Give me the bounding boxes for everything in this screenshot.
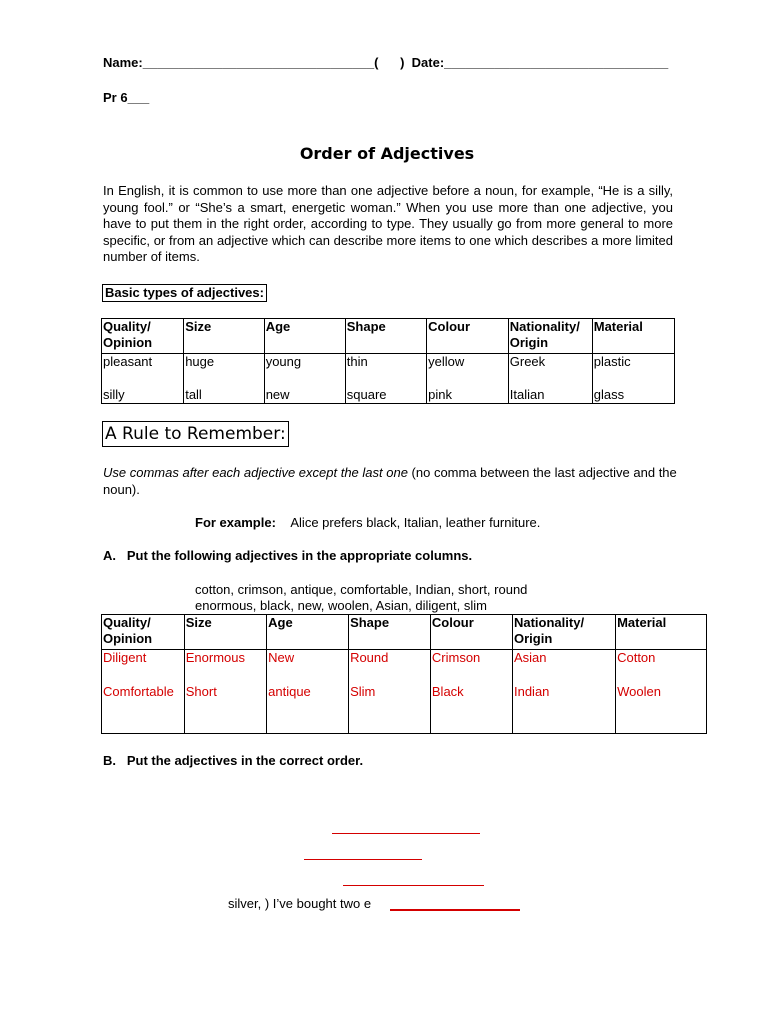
answer-cell[interactable]: Enormous Short (184, 650, 266, 734)
table-cell: pleasant silly (102, 354, 184, 404)
name-date-line: Name:________________________________( ) Date:_______________________________ (103, 55, 669, 70)
answer-cell[interactable]: Diligent Comfortable (102, 650, 185, 734)
rule-text (103, 464, 683, 498)
answer-line[interactable] (332, 833, 480, 834)
rule-italic: Use commas after each adjective except the last one (103, 465, 408, 480)
table-cell: plastic glass (592, 354, 674, 404)
header-cell: Material (592, 319, 674, 354)
table-row (102, 354, 675, 404)
header-cell: Nationality/ Origin (512, 615, 615, 650)
intro-paragraph: In English, it is common to use more than one adjective before a noun, for example, “He is a silly, young fool.” or “She’s a smart, energetic woman.” When you use more than one adjective, you have to put them in the right order, according to type. They usually go from more general to more specific, or from an adjective which can describe more items to one which describes a more limited number of items. (103, 183, 673, 265)
answer-cell[interactable]: Cotton Woolen (616, 650, 707, 734)
header-cell: Age (267, 615, 349, 650)
header-cell: Shape (349, 615, 431, 650)
rule-heading: A Rule to Remember: (102, 421, 289, 447)
answer-line[interactable] (304, 859, 422, 860)
word-bank-line-2: enormous, black, new, woolen, Asian, diligent, slim (195, 598, 487, 613)
header-cell: Shape (345, 319, 426, 354)
header-cell: Size (184, 319, 265, 354)
page-title: Order of Adjectives (299, 144, 475, 163)
answer-line[interactable] (390, 909, 520, 911)
header-cell: Material (616, 615, 707, 650)
header-cell: Quality/ Opinion (102, 319, 184, 354)
rule-normal: (no comma between the last adjective and the noun). (103, 465, 677, 497)
exercise-a-table (101, 614, 707, 734)
example-label: For example: (195, 515, 276, 530)
header-cell: Quality/ Opinion (102, 615, 185, 650)
answer-cell[interactable]: Asian Indian (512, 650, 615, 734)
class-line: Pr 6___ (103, 90, 150, 105)
table-header-row (102, 615, 707, 650)
answer-cell[interactable]: Crimson Black (430, 650, 512, 734)
word-bank-line-1: cotton, crimson, antique, comfortable, Indian, short, round (195, 582, 528, 597)
table-cell: Greek Italian (508, 354, 592, 404)
example-line (195, 515, 540, 531)
table-cell: thin square (345, 354, 426, 404)
basic-types-label: Basic types of adjectives: (102, 284, 267, 302)
answer-cell[interactable]: Round Slim (349, 650, 431, 734)
table-cell: yellow pink (427, 354, 509, 404)
exercise-b-fragment: silver, ) I’ve bought two e (228, 896, 372, 911)
header-cell: Age (264, 319, 345, 354)
answer-cell[interactable]: New antique (267, 650, 349, 734)
exercise-b-instruction: B. Put the adjectives in the correct order. (103, 753, 364, 768)
example-text: Alice prefers black, Italian, leather furniture. (290, 515, 541, 530)
header-cell: Nationality/ Origin (508, 319, 592, 354)
header-cell: Size (184, 615, 266, 650)
header-cell: Colour (430, 615, 512, 650)
header-cell: Colour (427, 319, 509, 354)
adjective-types-table (101, 318, 675, 404)
exercise-a-instruction: A. Put the following adjectives in the appropriate columns. (103, 548, 473, 563)
table-cell: young new (264, 354, 345, 404)
answer-line[interactable] (343, 885, 484, 886)
table-header-row (102, 319, 675, 354)
table-row (102, 650, 707, 734)
table-cell: huge tall (184, 354, 265, 404)
